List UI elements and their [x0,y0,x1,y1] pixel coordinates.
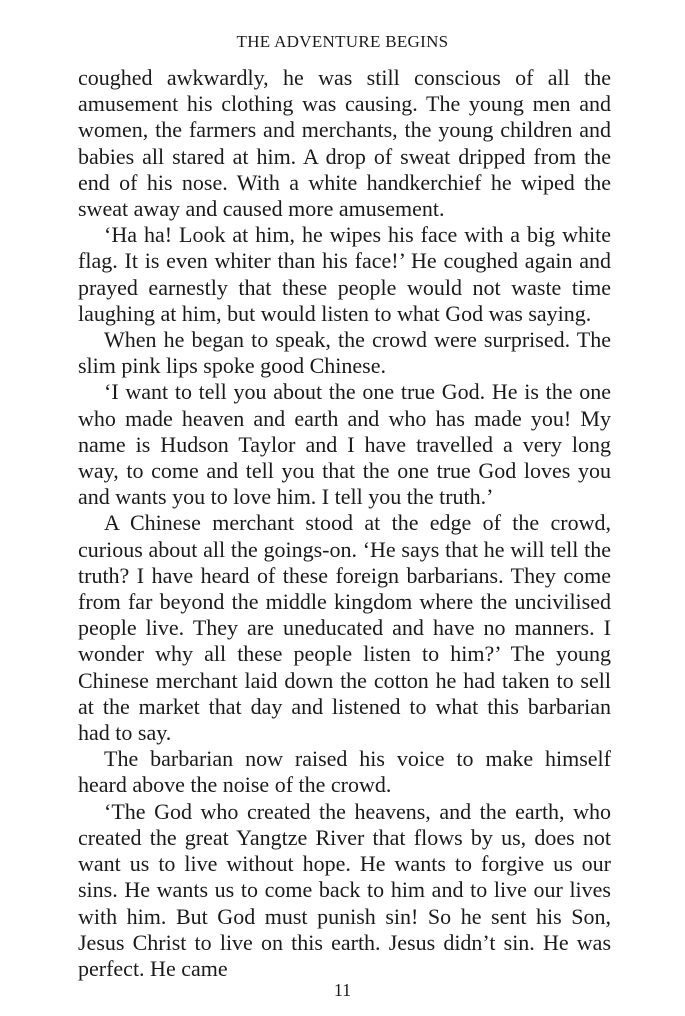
running-head: THE ADVENTURE BEGINS [236,32,449,51]
paragraph: ‘I want to tell you about the one true God. He is the one who made heaven and earth and who has made you! My name is Hudson Taylor and I have travelled a very long way, to come and tell you that the one true God loves you and wants you to love him. I tell you the truth.’ [78,379,611,510]
paragraph: ‘Ha ha! Look at him, he wipes his face with a big white flag. It is even whiter than his face!’ He coughed again and prayed earnestly that these people would not waste time laughing at him, but would listen to what God was saying. [78,222,611,326]
paragraph: A Chinese merchant stood at the edge of the crowd, curious about all the goings-on. ‘He says that he will tell the truth? I have heard of these foreign barbarians. They come from far beyond the middle kingdom where the uncivilised people live. They are uneducated and have no manners. I wonder why all these people listen to him?’ The young Chinese merchant laid down the cotton he had taken to sell at the market that day and listened to what this barbarian had to say. [78,510,611,746]
paragraph-continued: coughed awkwardly, he was still conscious of all the amusement his clothing was causing. The young men and women, the farmers and merchants, the young children and babies all stared at him. A drop of sweat dripped from the end of his nose. With a white handkerchief he wiped the sweat away and caused more amusement. [78,65,611,222]
page-number: 11 [333,980,352,1000]
paragraph: ‘The God who created the heavens, and the earth, who created the great Yangtze River that flows by us, does not want us to live without hope. He wants to forgive us our sins. He wants us to come back to him and to live our lives with him. But God must punish sin! So he sent his Son, Jesus Christ to live on this earth. Jesus didn’t sin. He was perfect. He came [78,798,611,981]
paragraph: The barbarian now raised his voice to make himself heard above the noise of the crowd. [78,746,611,798]
paragraph: When he began to speak, the crowd were surprised. The slim pink lips spoke good Chinese. [78,327,611,379]
body-text [78,65,611,982]
